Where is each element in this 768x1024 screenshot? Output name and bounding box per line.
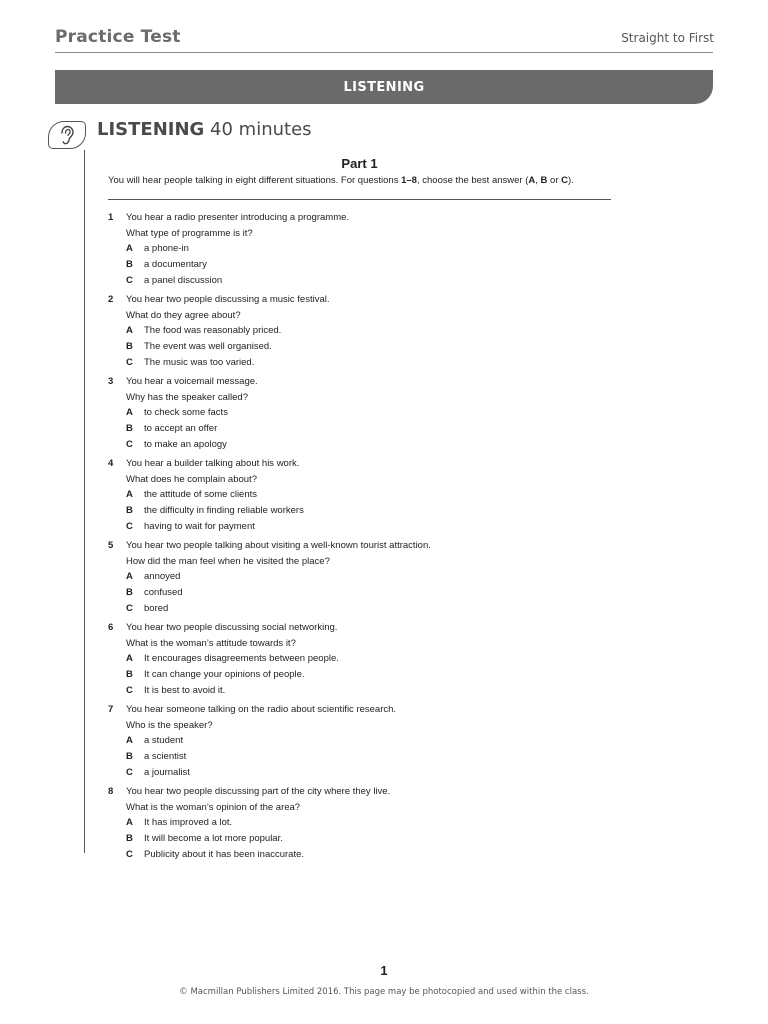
option-letter: B — [126, 505, 133, 517]
question-number: 8 — [108, 786, 114, 797]
answer-option — [108, 831, 628, 847]
option-text: bored — [144, 602, 169, 614]
question-context: You hear a builder talking about his work. — [126, 458, 300, 469]
option-letter: B — [126, 423, 133, 435]
answer-option — [108, 847, 628, 863]
section-title-duration: 40 minutes — [204, 119, 312, 140]
option-text: the attitude of some clients — [144, 489, 258, 501]
option-letter: B — [126, 259, 133, 271]
question-number: 3 — [108, 376, 114, 387]
option-text: to accept an offer — [144, 423, 218, 435]
option-letter: B — [126, 751, 133, 763]
question-context: You hear two people discussing part of the city where they live. — [126, 786, 391, 797]
option-letter: A — [126, 489, 133, 501]
answer-option — [108, 815, 628, 831]
option-text: a documentary — [144, 259, 207, 271]
header-title: Practice Test — [55, 27, 181, 47]
margin-rule — [84, 150, 85, 853]
instruction-fragment: , — [535, 175, 541, 186]
question-text: What does he complain about? — [126, 473, 257, 485]
option-text: The event was well organised. — [144, 341, 272, 353]
option-letter: A — [126, 325, 133, 337]
instruction-fragment: A — [528, 175, 536, 186]
option-letter: A — [126, 735, 133, 747]
answer-option — [108, 323, 628, 339]
answer-option — [108, 405, 628, 421]
answer-option — [108, 257, 628, 273]
question-number: 1 — [108, 212, 114, 223]
option-text: It encourages disagreements between people. — [144, 653, 339, 665]
question-context: You hear a voicemail message. — [126, 376, 258, 387]
question-context: You hear someone talking on the radio about scientific research. — [126, 704, 397, 715]
option-text: a student — [144, 735, 184, 747]
option-text: annoyed — [144, 571, 181, 583]
option-text: It is best to avoid it. — [144, 684, 226, 696]
option-letter: A — [126, 817, 133, 829]
option-letter: A — [126, 407, 133, 419]
answer-option — [108, 519, 628, 535]
option-letter: C — [126, 684, 133, 696]
option-letter: A — [126, 653, 133, 665]
instruction-fragment: B — [540, 175, 548, 186]
question-7 — [108, 702, 628, 784]
question-5 — [108, 538, 628, 620]
option-text: confused — [144, 587, 183, 599]
option-text: a panel discussion — [144, 274, 223, 286]
option-text: the difficulty in finding reliable workers — [144, 505, 304, 517]
question-1 — [108, 210, 628, 292]
question-text: Why has the speaker called? — [126, 391, 248, 403]
instruction-fragment: ). — [568, 175, 574, 186]
option-letter: C — [126, 438, 133, 450]
answer-option — [108, 487, 628, 503]
question-6 — [108, 620, 628, 702]
question-number: 5 — [108, 540, 114, 551]
instruction-fragment: , choose the best answer ( — [416, 175, 529, 186]
question-list — [108, 210, 628, 866]
instruction-fragment: or — [547, 175, 562, 186]
question-text: How did the man feel when he visited the place? — [126, 555, 330, 567]
answer-option — [108, 651, 628, 667]
question-2 — [108, 292, 628, 374]
header-divider — [55, 52, 713, 53]
question-8 — [108, 784, 628, 866]
question-number: 7 — [108, 704, 114, 715]
section-title-bold: LISTENING — [97, 119, 205, 140]
answer-option — [108, 241, 628, 257]
option-text: It has improved a lot. — [144, 817, 233, 829]
option-text: Publicity about it has been inaccurate. — [144, 848, 305, 860]
option-letter: C — [126, 356, 133, 368]
question-number: 2 — [108, 294, 114, 305]
option-letter: C — [126, 766, 133, 778]
option-letter: C — [126, 848, 133, 860]
answer-option — [108, 503, 628, 519]
question-context: You hear a radio presenter introducing a programme. — [126, 212, 350, 223]
option-text: having to wait for payment — [144, 520, 255, 532]
option-text: It can change your opinions of people. — [144, 669, 305, 681]
instructions-divider — [108, 199, 611, 200]
question-context: You hear two people talking about visiting a well-known tourist attraction. — [126, 540, 431, 551]
answer-option — [108, 585, 628, 601]
question-text: What do they agree about? — [126, 309, 241, 321]
instruction-fragment: You will hear people talking in eight different situations. For questions — [108, 175, 402, 186]
question-4 — [108, 456, 628, 538]
option-text: The music was too varied. — [144, 356, 255, 368]
question-context: You hear two people discussing social networking. — [126, 622, 338, 633]
section-banner — [55, 70, 713, 104]
option-letter: A — [126, 243, 133, 255]
copyright-notice: © Macmillan Publishers Limited 2016. This page may be photocopied and used within the class. — [179, 987, 589, 997]
answer-option — [108, 437, 628, 453]
ear-icon — [48, 121, 86, 149]
option-letter: A — [126, 571, 133, 583]
option-letter: B — [126, 669, 133, 681]
option-letter: B — [126, 833, 133, 845]
answer-option — [108, 273, 628, 289]
book-title: Straight to First — [621, 31, 714, 45]
answer-option — [108, 339, 628, 355]
option-text: a journalist — [144, 766, 190, 778]
answer-option — [108, 749, 628, 765]
option-letter: C — [126, 602, 133, 614]
question-text: What type of programme is it? — [126, 227, 253, 239]
answer-option — [108, 355, 628, 371]
option-text: It will become a lot more popular. — [144, 833, 283, 845]
answer-option — [108, 765, 628, 781]
answer-option — [108, 733, 628, 749]
option-text: The food was reasonably priced. — [144, 325, 282, 337]
instruction-fragment: C — [561, 175, 569, 186]
question-text: Who is the speaker? — [126, 719, 213, 731]
option-letter: B — [126, 341, 133, 353]
page-number: 1 — [380, 963, 388, 978]
answer-option — [108, 683, 628, 699]
question-context: You hear two people discussing a music festival. — [126, 294, 330, 305]
question-number: 6 — [108, 622, 114, 633]
answer-option — [108, 421, 628, 437]
option-text: to make an apology — [144, 438, 227, 450]
option-text: a phone-in — [144, 243, 189, 255]
option-letter: C — [126, 520, 133, 532]
question-number: 4 — [108, 458, 114, 469]
section-title — [97, 119, 312, 140]
option-text: a scientist — [144, 751, 187, 763]
section-banner-label: LISTENING — [343, 79, 425, 95]
question-text: What is the woman’s opinion of the area? — [126, 801, 301, 813]
option-letter: C — [126, 274, 133, 286]
instruction-fragment: 1–8 — [401, 175, 417, 186]
answer-option — [108, 569, 628, 585]
question-3 — [108, 374, 628, 456]
option-text: to check some facts — [144, 407, 228, 419]
answer-option — [108, 601, 628, 617]
part-title: Part 1 — [341, 156, 378, 171]
option-letter: B — [126, 587, 133, 599]
answer-option — [108, 667, 628, 683]
part-instructions — [108, 175, 574, 186]
question-text: What is the woman’s attitude towards it? — [126, 637, 296, 649]
